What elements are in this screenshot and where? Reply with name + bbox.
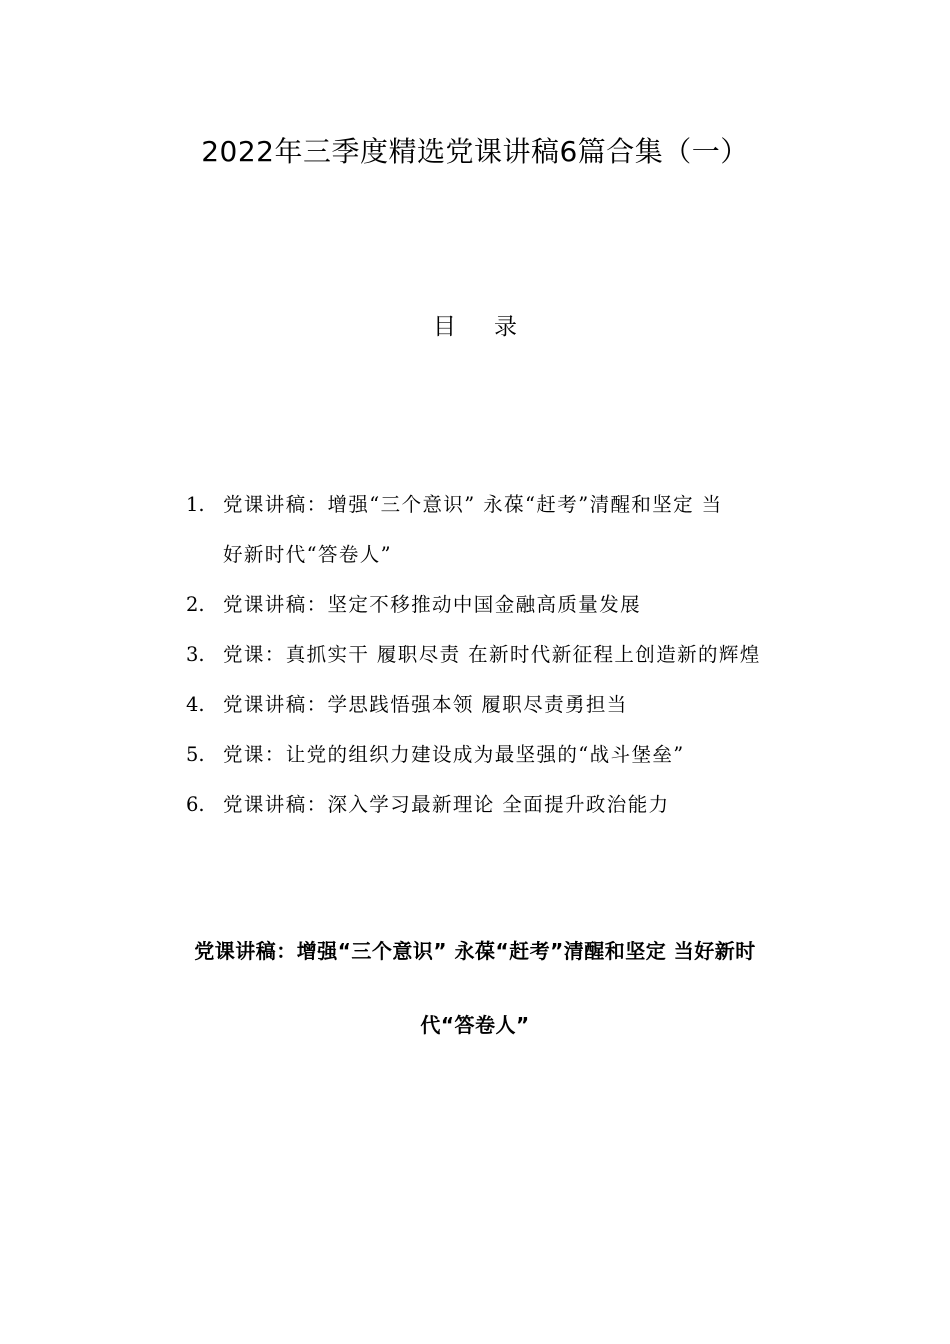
toc-item-number: 5. [186,743,205,766]
toc-item-text-line: 好新时代“答卷人” [223,543,393,566]
toc-item-text-line: 党课讲稿：坚定不移推动中国金融高质量发展 [223,593,642,616]
toc-item-number: 3. [186,643,205,666]
toc-item-text-line: 党课：让党的组织力建设成为最坚强的“战斗堡垒” [223,743,685,766]
toc-item-text-line: 党课讲稿：增强“三个意识” 永葆“赶考”清醒和坚定 当 [223,493,723,516]
toc-item-text-line: 党课讲稿：深入学习最新理论 全面提升政治能力 [223,793,670,816]
toc-item-text-line: 党课：真抓实干 履职尽责 在新时代新征程上创造新的辉煌 [223,643,761,666]
toc-item-2[interactable] [186,580,806,630]
table-of-contents [186,480,806,830]
toc-item-6[interactable] [186,780,806,830]
toc-item-4[interactable] [186,680,806,730]
section-title-line: 代“答卷人” [420,1013,530,1037]
toc-item-3[interactable] [186,630,806,680]
toc-item-1[interactable] [186,480,806,580]
toc-item-text-line: 党课讲稿：学思践悟强本领 履职尽责勇担当 [223,693,628,716]
section-title-line: 党课讲稿：增强“三个意识” 永葆“赶考”清醒和坚定 当好新时 [194,939,756,963]
toc-heading [0,310,950,344]
toc-heading-char-2: 录 [494,314,517,340]
toc-item-number: 1. [186,493,205,516]
section-title [140,932,810,1044]
toc-item-number: 2. [186,593,205,616]
toc-item-5[interactable] [186,730,806,780]
toc-item-number: 4. [186,693,205,716]
document-title: 2022年三季度精选党课讲稿6篇合集（一） [201,135,749,168]
toc-item-number: 6. [186,793,205,816]
toc-heading-char-1: 目 [433,314,456,340]
